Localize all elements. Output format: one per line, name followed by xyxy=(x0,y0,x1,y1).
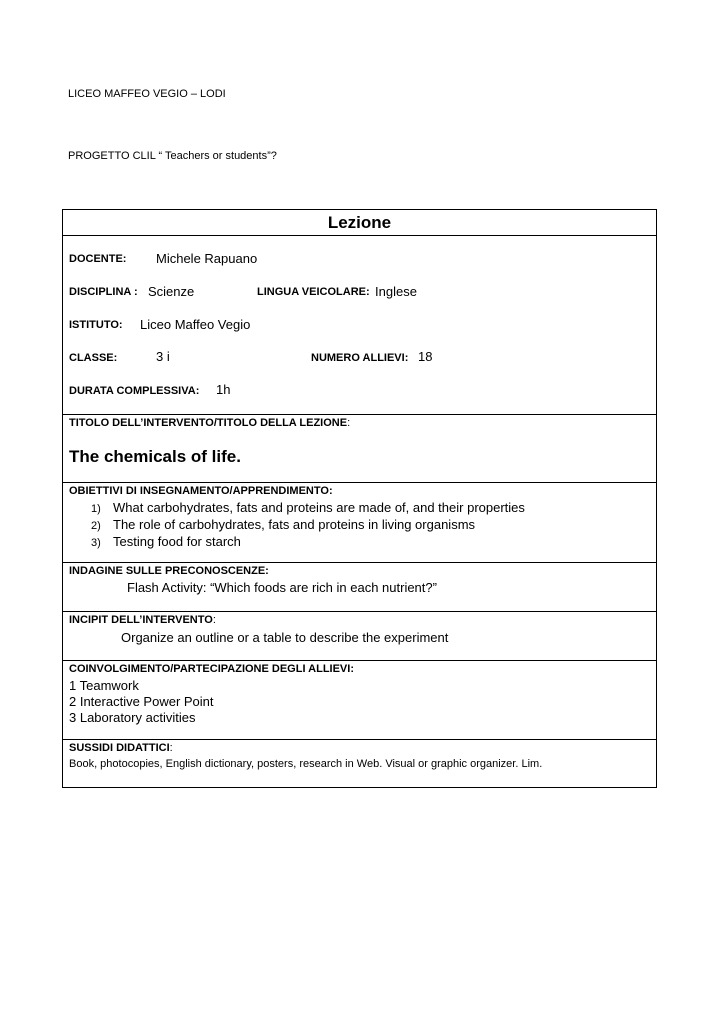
titolo-label-line xyxy=(69,417,350,429)
incipit-value: Organize an outline or a table to describe the experiment xyxy=(121,630,449,645)
incipit-colon: : xyxy=(212,614,216,626)
titolo-colon: : xyxy=(347,417,351,429)
istituto-value: Liceo Maffeo Vegio xyxy=(140,317,251,332)
item-number: 2) xyxy=(91,520,101,532)
incipit-label: INCIPIT DELL’INTERVENTO xyxy=(69,614,213,626)
title-row xyxy=(63,210,656,236)
classe-label: CLASSE: xyxy=(69,352,118,364)
incipit-row xyxy=(63,612,656,661)
sussidi-label-line xyxy=(69,742,173,754)
item-number: 1) xyxy=(91,503,101,515)
list-item: 3 Laboratory activities xyxy=(69,710,196,725)
indagine-row xyxy=(63,563,656,612)
durata-value: 1h xyxy=(216,382,231,397)
school-name: LICEO MAFFEO VEGIO – LODI xyxy=(68,88,226,100)
coinvolgimento-label: COINVOLGIMENTO/PARTECIPAZIONE DEGLI ALLIEVI: xyxy=(69,663,354,675)
sussidi-colon: : xyxy=(169,742,173,754)
obiettivi-label: OBIETTIVI DI INSEGNAMENTO/APPRENDIMENTO: xyxy=(69,485,333,497)
durata-label: DURATA COMPLESSIVA: xyxy=(69,385,200,397)
disciplina-value: Scienze xyxy=(148,284,195,299)
obiettivi-list xyxy=(91,500,525,551)
titolo-row xyxy=(63,415,656,483)
coinvolgimento-list xyxy=(69,678,214,726)
sussidi-row xyxy=(63,740,656,789)
lingua-label: LINGUA VEICOLARE: xyxy=(257,286,370,298)
istituto-label: ISTITUTO: xyxy=(69,319,123,331)
docente-value: Michele Rapuano xyxy=(156,251,258,266)
list-item xyxy=(91,517,525,534)
list-item xyxy=(91,500,525,517)
sussidi-label: SUSSIDI DIDATTICI xyxy=(69,742,170,754)
project-title: PROGETTO CLIL “ Teachers or students”? xyxy=(68,150,277,162)
list-item: 2 Interactive Power Point xyxy=(69,694,214,709)
allievi-label: NUMERO ALLIEVI: xyxy=(311,352,409,364)
obiettivi-row xyxy=(63,483,656,563)
docente-label: DOCENTE: xyxy=(69,253,127,265)
sussidi-value: Book, photocopies, English dictionary, posters, research in Web. Visual or graphic organizer. Lim. xyxy=(69,758,543,770)
list-item: 1 Teamwork xyxy=(69,678,139,693)
disciplina-label: DISCIPLINA : xyxy=(69,286,138,298)
info-block xyxy=(63,236,656,415)
classe-value: 3 i xyxy=(156,349,170,364)
lingua-value: Inglese xyxy=(375,284,417,299)
form-title: Lezione xyxy=(327,213,392,232)
coinvolgimento-row xyxy=(63,661,656,740)
item-number: 3) xyxy=(91,537,101,549)
indagine-label: INDAGINE SULLE PRECONOSCENZE: xyxy=(69,565,269,577)
lesson-form xyxy=(62,209,657,788)
list-item xyxy=(91,534,525,551)
indagine-value: Flash Activity: “Which foods are rich in each nutrient?” xyxy=(127,580,437,595)
item-text: Testing food for starch xyxy=(113,534,241,549)
item-text: The role of carbohydrates, fats and proteins in living organisms xyxy=(113,517,476,532)
item-text: What carbohydrates, fats and proteins are made of, and their properties xyxy=(113,500,525,515)
titolo-label: TITOLO DELL’INTERVENTO/TITOLO DELLA LEZIONE xyxy=(69,417,348,429)
allievi-value: 18 xyxy=(418,349,433,364)
incipit-label-line xyxy=(69,614,216,626)
lesson-title: The chemicals of life. xyxy=(69,447,241,466)
